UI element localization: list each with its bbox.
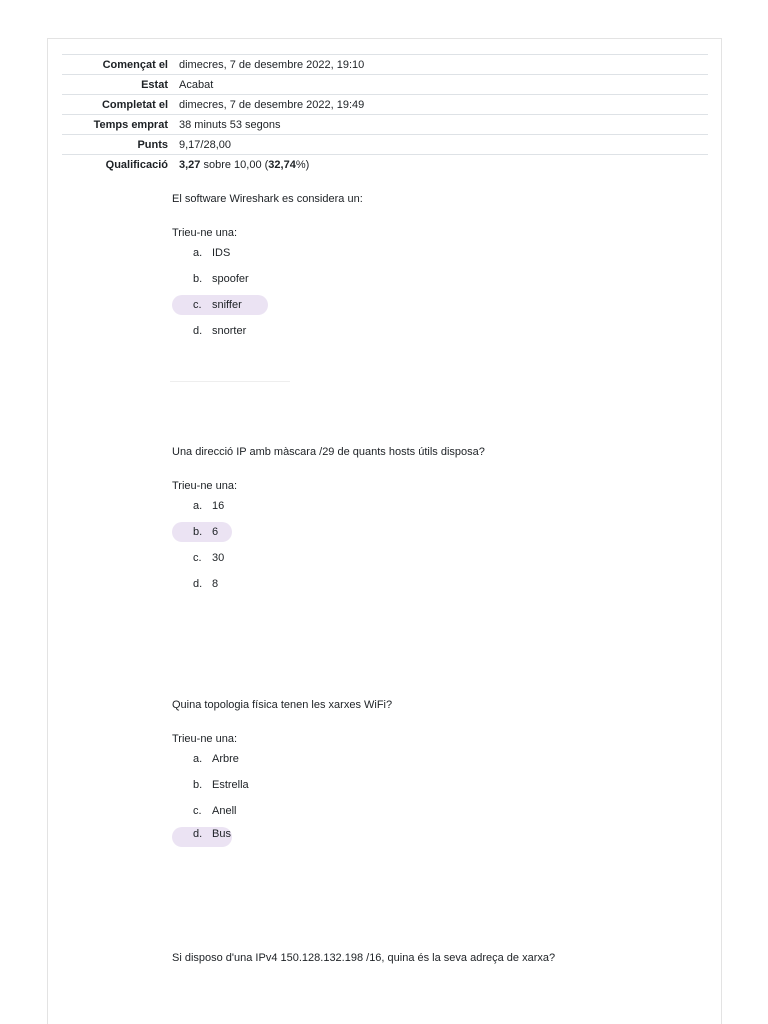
- summary-label: Estat: [62, 75, 179, 95]
- question-text: Una direcció IP amb màscara /29 de quants hosts útils disposa?: [172, 446, 485, 458]
- summary-row-marks: [62, 135, 708, 155]
- question-text: El software Wireshark es considera un:: [172, 193, 363, 205]
- grade-score: 3,27: [179, 158, 201, 171]
- option-label: 8: [212, 578, 219, 590]
- summary-value: 9,17/28,00: [179, 135, 708, 155]
- option-label: 16: [212, 500, 225, 512]
- option-label: sniffer: [212, 299, 242, 311]
- answer-option[interactable]: [172, 749, 268, 769]
- option-label: Estrella: [212, 779, 249, 791]
- question-1: [172, 193, 363, 341]
- summary-row-started: [62, 55, 708, 75]
- option-letter: a.: [193, 500, 203, 512]
- question-2: [172, 446, 485, 594]
- option-letter: c.: [193, 552, 202, 564]
- option-label: IDS: [212, 247, 231, 259]
- option-label: spoofer: [212, 273, 249, 285]
- answer-option[interactable]: [172, 775, 268, 795]
- option-letter: a.: [193, 247, 203, 259]
- option-letter: d.: [193, 325, 203, 337]
- summary-label: Completat el: [62, 95, 179, 115]
- answer-option[interactable]: [172, 548, 268, 568]
- summary-label: Punts: [62, 135, 179, 155]
- option-letter: b.: [193, 273, 203, 285]
- answer-prompt: Trieu-ne una:: [172, 733, 238, 745]
- answer-option[interactable]: [172, 574, 268, 594]
- summary-label: Qualificació: [62, 155, 179, 175]
- option-letter: a.: [193, 753, 203, 765]
- summary-value: Acabat: [179, 75, 708, 95]
- question-text: Si disposo d'una IPv4 150.128.132.198 /16, quina és la seva adreça de xarxa?: [172, 952, 556, 964]
- summary-value: dimecres, 7 de desembre 2022, 19:10: [179, 55, 708, 75]
- option-label: snorter: [212, 325, 247, 337]
- answer-option[interactable]: [172, 243, 268, 263]
- answer-option-selected[interactable]: [172, 522, 232, 542]
- option-letter: d.: [193, 578, 203, 590]
- question-4: [172, 952, 555, 964]
- faint-divider: [170, 381, 290, 382]
- question-3: [172, 699, 392, 847]
- answer-option-selected[interactable]: [172, 827, 232, 847]
- summary-row-state: [62, 75, 708, 95]
- summary-row-completed: [62, 95, 708, 115]
- summary-row-grade: [62, 155, 708, 175]
- answer-option[interactable]: [172, 321, 268, 341]
- summary-value: 38 minuts 53 segons: [179, 115, 708, 135]
- summary-label: Començat el: [62, 55, 179, 75]
- summary-row-time-taken: [62, 115, 708, 135]
- attempt-summary-table: [62, 54, 708, 174]
- answer-prompt: Trieu-ne una:: [172, 480, 238, 492]
- grade-scale: sobre 10,00 (: [200, 158, 269, 171]
- option-label: Arbre: [212, 753, 239, 765]
- answer-option[interactable]: [172, 496, 268, 516]
- question-text: Quina topologia física tenen les xarxes WiFi?: [172, 699, 393, 711]
- option-letter: c.: [193, 299, 202, 311]
- grade-value: [179, 155, 708, 175]
- option-label: 30: [212, 552, 225, 564]
- answer-option[interactable]: [172, 269, 268, 289]
- summary-label: Temps emprat: [62, 115, 179, 135]
- option-letter: c.: [193, 805, 202, 817]
- answer-option[interactable]: [172, 801, 268, 821]
- answer-prompt: Trieu-ne una:: [172, 227, 238, 239]
- answer-option-selected[interactable]: [172, 295, 268, 315]
- grade-close: %): [295, 158, 310, 171]
- option-label: 6: [212, 526, 219, 538]
- summary-value: dimecres, 7 de desembre 2022, 19:49: [179, 95, 708, 115]
- option-label: Anell: [212, 805, 237, 817]
- grade-percent: 32,74: [268, 158, 296, 171]
- option-letter: d.: [193, 828, 203, 840]
- option-label: Bus: [212, 828, 231, 840]
- option-letter: b.: [193, 779, 203, 791]
- option-letter: b.: [193, 526, 203, 538]
